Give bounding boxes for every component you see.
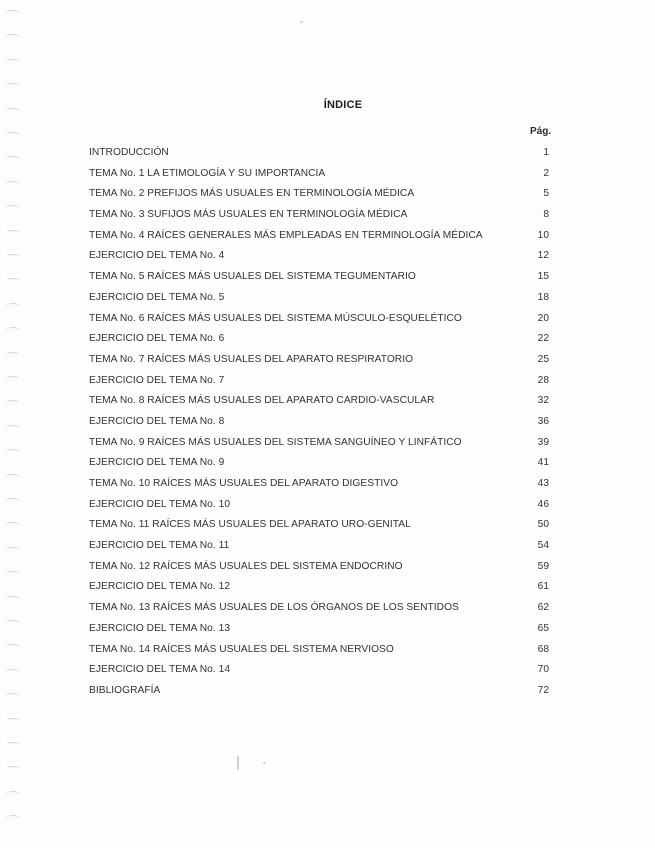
binding-mark [6, 547, 20, 554]
toc-entry-title: TEMA No. 9 RAÍCES MÁS USUALES DEL SISTEMA SANGUÍNEO Y LINFÁTICO [89, 436, 462, 448]
toc-entry [89, 640, 549, 661]
binding-mark [6, 59, 20, 66]
toc-entry-title: INTRODUCCIÓN [89, 147, 169, 158]
toc-entry [89, 329, 549, 350]
toc-entry-title: TEMA No. 1 LA ETIMOLOGÍA Y SU IMPORTANCIA [89, 167, 326, 179]
toc-entry-title: TEMA No. 13 RAÍCES MÁS USUALES DE LOS ÓRGANOS DE LOS SENTIDOS [89, 602, 459, 614]
toc-entry [89, 577, 549, 598]
binding-mark [6, 83, 20, 90]
binding-mark [6, 327, 20, 334]
toc-entry-page: 22 [537, 333, 549, 345]
toc-entry [89, 371, 549, 392]
binding-mark [6, 644, 20, 651]
binding-mark [6, 254, 20, 261]
toc-entry-page: 68 [537, 643, 549, 655]
binding-mark [6, 620, 20, 627]
binding-mark [6, 181, 20, 188]
binding-mark [6, 132, 20, 139]
toc-entry-page: 25 [537, 353, 549, 365]
toc-entry-page: 20 [537, 312, 549, 324]
toc-entry [89, 433, 549, 454]
toc-entry-title: EJERCICIO DEL TEMA No. 9 [89, 457, 225, 469]
binding-mark [6, 474, 20, 481]
toc-entry-page: 72 [537, 684, 549, 696]
binding-mark [6, 376, 20, 383]
toc-entry-title: TEMA No. 3 SUFIJOS MÁS USUALES EN TERMINOLOGÍA MÉDICA [89, 209, 408, 221]
toc-entry-title: TEMA No. 10 RAÍCES MÁS USUALES DEL APARATO DIGESTIVO [89, 478, 399, 489]
binding-mark [6, 303, 20, 310]
binding-mark [6, 156, 20, 163]
binding-mark [6, 278, 20, 285]
toc-entry-page: 46 [537, 498, 549, 510]
toc-entry-title: TEMA No. 8 RAÍCES MÁS USUALES DEL APARATO CARDIO-VASCULAR [89, 395, 435, 407]
toc-entry-page: 12 [537, 250, 549, 262]
toc-entry [89, 474, 549, 495]
toc-entry [89, 288, 549, 309]
toc-entry-title: EJERCICIO DEL TEMA No. 12 [89, 581, 231, 593]
toc-entry-title: TEMA No. 7 RAÍCES MÁS USUALES DEL APARATO RESPIRATORIO [89, 353, 414, 365]
scan-artifact [237, 756, 239, 770]
toc-entry [89, 350, 549, 371]
toc-entry-page: 15 [537, 271, 549, 283]
toc-entry-title: TEMA No. 5 RAÍCES MÁS USUALES DEL SISTEMA TEGUMENTARIO [89, 271, 416, 283]
toc-entry [89, 226, 549, 247]
page-title: ÍNDICE [323, 99, 363, 111]
binding-mark [6, 425, 20, 432]
toc-entry [89, 619, 549, 640]
scan-artifact [263, 762, 266, 764]
toc-entry-page: 54 [537, 540, 549, 552]
toc-entry [89, 143, 549, 164]
toc-entry-page: 32 [537, 395, 549, 407]
toc-entry-page: 28 [537, 374, 549, 386]
binding-mark [6, 718, 20, 725]
toc-entry-page: 65 [537, 622, 549, 634]
binding-mark [6, 815, 20, 822]
binding-mark [6, 205, 20, 212]
toc-entry [89, 660, 549, 681]
toc-entry-page: 39 [537, 436, 549, 448]
table-of-contents [89, 143, 549, 702]
toc-entry [89, 391, 549, 412]
toc-entry-page: 59 [537, 560, 549, 572]
toc-entry-title: BIBLIOGRAFÍA [89, 684, 161, 696]
toc-entry [89, 164, 549, 185]
toc-entry-title: EJERCICIO DEL TEMA No. 5 [89, 291, 225, 303]
toc-entry-page: 62 [537, 602, 549, 614]
binding-marks [6, 6, 24, 836]
toc-entry-page: 8 [543, 209, 549, 221]
toc-entry [89, 453, 549, 474]
toc-entry-page: 10 [537, 229, 549, 241]
toc-entry-title: TEMA No. 12 RAÍCES MÁS USUALES DEL SISTEMA ENDOCRINO [89, 560, 403, 572]
toc-entry-title: EJERCICIO DEL TEMA No. 11 [89, 540, 230, 552]
toc-entry-title: EJERCICIO DEL TEMA No. 14 [89, 664, 231, 676]
toc-entry-title: EJERCICIO DEL TEMA No. 4 [89, 250, 225, 262]
binding-mark [6, 522, 20, 529]
toc-entry-page: 70 [537, 664, 549, 676]
toc-entry-title: EJERCICIO DEL TEMA No. 6 [89, 333, 225, 345]
toc-entry-title: EJERCICIO DEL TEMA No. 13 [89, 622, 231, 634]
toc-entry-page: 43 [537, 478, 549, 489]
toc-entry-page: 1 [543, 147, 549, 158]
toc-entry [89, 267, 549, 288]
toc-entry [89, 184, 549, 205]
binding-mark [6, 449, 20, 456]
toc-entry [89, 536, 549, 557]
toc-entry [89, 205, 549, 226]
binding-mark [6, 693, 20, 700]
toc-entry-page: 18 [537, 291, 549, 303]
binding-mark [6, 669, 20, 676]
toc-entry-title: EJERCICIO DEL TEMA No. 7 [89, 374, 225, 386]
binding-mark [6, 230, 20, 237]
binding-mark [6, 596, 20, 603]
toc-entry [89, 412, 549, 433]
toc-entry-page: 2 [543, 167, 549, 179]
binding-mark [6, 352, 20, 359]
toc-entry [89, 515, 549, 536]
toc-entry-title: TEMA No. 4 RAÍCES GENERALES MÁS EMPLEADAS EN TERMINOLOGÍA MÉDICA [89, 229, 483, 241]
toc-entry [89, 598, 549, 619]
toc-entry-title: EJERCICIO DEL TEMA No. 10 [89, 498, 231, 510]
binding-mark [6, 10, 20, 17]
toc-entry-page: 50 [537, 519, 549, 531]
binding-mark [6, 766, 20, 773]
binding-mark [6, 400, 20, 407]
binding-mark [6, 498, 20, 505]
scan-artifact [300, 21, 303, 23]
toc-entry-title: TEMA No. 2 PREFIJOS MÁS USUALES EN TERMINOLOGÍA MÉDICA [89, 188, 415, 200]
binding-mark [6, 742, 20, 749]
page-column-header: Pág. [530, 126, 552, 137]
toc-entry [89, 557, 549, 578]
toc-entry-page: 36 [537, 415, 549, 427]
toc-entry-title: TEMA No. 14 RAÍCES MÁS USUALES DEL SISTEMA NERVIOSO [89, 643, 394, 655]
binding-mark [6, 791, 20, 798]
toc-entry-title: EJERCICIO DEL TEMA No. 8 [89, 415, 225, 427]
toc-entry-page: 5 [543, 188, 549, 200]
toc-entry [89, 246, 549, 267]
toc-entry [89, 681, 549, 702]
toc-entry-title: TEMA No. 6 RAÍCES MÁS USUALES DEL SISTEMA MÚSCULO-ESQUELÉTICO [89, 312, 462, 324]
toc-entry-page: 41 [537, 457, 549, 469]
toc-entry-page: 61 [537, 581, 549, 593]
binding-mark [6, 34, 20, 41]
binding-mark [6, 571, 20, 578]
toc-entry [89, 495, 549, 516]
toc-entry [89, 309, 549, 330]
toc-entry-title: TEMA No. 11 RAÍCES MÁS USUALES DEL APARATO URO-GENITAL [89, 519, 411, 531]
